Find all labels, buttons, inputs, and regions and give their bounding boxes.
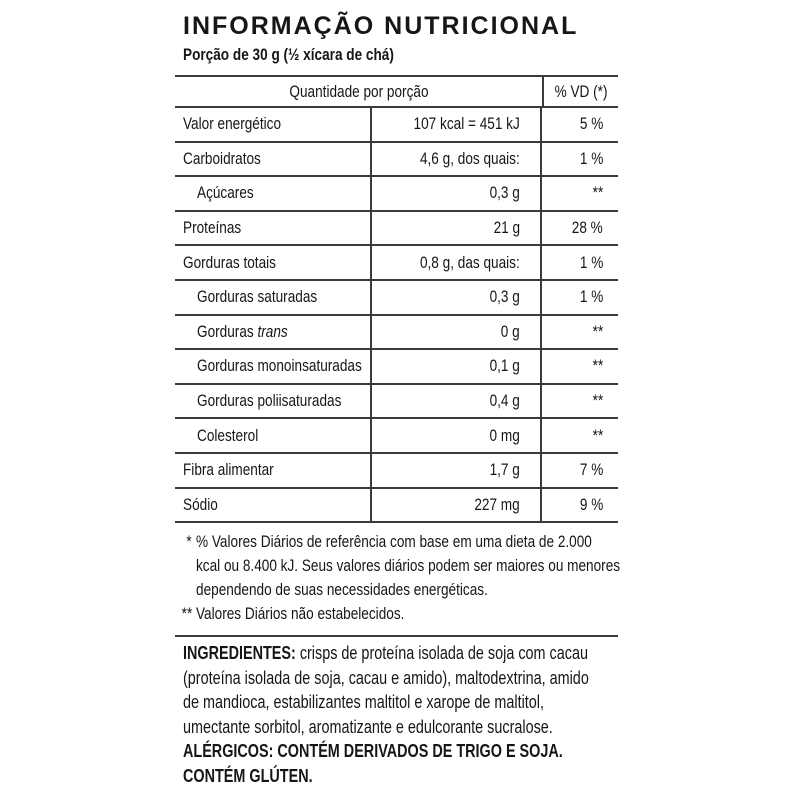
footnote-marker <box>175 602 192 626</box>
daily-value: ** <box>592 356 603 376</box>
nutrition-table <box>175 75 621 637</box>
daily-value: ** <box>592 183 603 203</box>
footnote <box>175 602 618 626</box>
quantity-value: 0 mg <box>489 425 520 445</box>
nutrient-name: Proteínas <box>183 218 242 238</box>
quantity-value: 0,1 g <box>489 356 520 376</box>
daily-value-cell <box>540 246 614 279</box>
nutrient-name: Valor energético <box>183 114 282 134</box>
footnote-text <box>196 530 726 602</box>
quantity-value: 107 kcal = 451 kJ <box>413 114 520 134</box>
table-row <box>175 177 618 212</box>
table-row <box>175 212 618 247</box>
daily-value-cell <box>540 143 614 176</box>
daily-value-cell <box>540 281 614 314</box>
daily-value: 9 % <box>579 494 603 514</box>
nutrient-name-cell <box>175 287 370 307</box>
nutrient-name: Gorduras totais <box>183 252 276 272</box>
footnote-marker <box>175 530 192 602</box>
table-row <box>175 143 618 178</box>
daily-value: 1 % <box>579 287 603 307</box>
footnote-line <box>196 554 726 578</box>
table-body <box>175 108 618 523</box>
nutrient-name-cell <box>175 114 370 134</box>
daily-value: 5 % <box>579 114 603 134</box>
allergen-line <box>183 764 690 789</box>
nutrient-name: Fibra alimentar <box>183 460 274 480</box>
nutrient-name-cell <box>175 356 370 376</box>
daily-value: 1 % <box>579 252 603 272</box>
nutrient-name-cell <box>175 495 370 515</box>
quantity-cell <box>370 212 540 245</box>
ingredients-line <box>183 690 690 715</box>
quantity-cell <box>370 419 540 452</box>
serving-size-text: Porção de 30 g (½ xícara de chá) <box>183 45 394 64</box>
nutrient-name: Gorduras trans <box>197 321 288 341</box>
daily-value: 7 % <box>579 460 603 480</box>
daily-value-cell <box>540 212 614 245</box>
daily-value-cell <box>540 316 614 349</box>
footnote-line-text: dependendo de suas necessidades energéticas. <box>196 580 488 600</box>
daily-value-cell <box>540 489 614 522</box>
header-dv-label: % VD (*) <box>554 81 608 101</box>
ingredients-line-text: (proteína isolada de soja, cacau e amido), maltodextrina, amido <box>183 667 589 688</box>
allergen-line <box>183 739 690 764</box>
quantity-cell <box>370 385 540 418</box>
serving-size <box>183 45 447 65</box>
quantity-cell <box>370 350 540 383</box>
ingredients-section <box>183 641 690 789</box>
footnote-line-text: kcal ou 8.400 kJ. Seus valores diários podem ser maiores ou menores <box>196 556 621 576</box>
daily-value: 28 % <box>572 218 603 238</box>
daily-value: ** <box>592 321 603 341</box>
nutrient-name-cell <box>175 149 370 169</box>
nutrient-name-cell <box>175 426 370 446</box>
quantity-value: 0,3 g <box>489 183 520 203</box>
quantity-cell <box>370 177 540 210</box>
footnote-marker-text: * <box>186 532 192 552</box>
ingredients-label: INGREDIENTES: <box>183 643 296 663</box>
daily-value-cell <box>540 177 614 210</box>
table-row <box>175 385 618 420</box>
table-row <box>175 316 618 351</box>
quantity-value: 0,3 g <box>489 287 520 307</box>
table-row <box>175 246 618 281</box>
nutrient-name-cell <box>175 183 370 203</box>
nutrient-name-cell <box>175 322 370 342</box>
ingredients-line-text: de mandioca, estabilizantes maltitol e xarope de maltitol, <box>183 692 544 713</box>
ingredients-line-text: umectante sorbitol, aromatizante e edulcorante sucralose. <box>183 716 553 737</box>
daily-value-cell <box>540 419 614 452</box>
table-row <box>175 281 618 316</box>
table-row <box>175 489 618 524</box>
daily-value-cell <box>540 108 614 141</box>
quantity-value: 21 g <box>493 218 520 238</box>
footnote <box>175 530 621 602</box>
nutrient-name-cell <box>175 253 370 273</box>
nutrient-name: Gorduras saturadas <box>197 287 318 307</box>
ingredients-line <box>183 666 690 691</box>
table-row <box>175 108 618 143</box>
footnote-line-text: % Valores Diários de referência com base em uma dieta de 2.000 <box>196 532 592 552</box>
footnote-line <box>196 602 457 626</box>
footnotes <box>175 523 621 637</box>
daily-value: ** <box>592 425 603 445</box>
quantity-cell <box>370 489 540 522</box>
daily-value-cell <box>540 385 614 418</box>
quantity-value: 0,4 g <box>489 391 520 411</box>
header-quantity-label: Quantidade por porção <box>288 81 429 101</box>
quantity-cell <box>370 143 540 176</box>
quantity-cell <box>370 246 540 279</box>
table-header-row <box>175 77 618 108</box>
footnote-line-text: Valores Diários não estabelecidos. <box>196 604 405 624</box>
nutrient-name: Carboidratos <box>183 148 261 168</box>
allergen-line-text: ALÉRGICOS: CONTÉM DERIVADOS DE TRIGO E SOJA. <box>183 741 563 762</box>
header-quantity-cell <box>175 82 542 102</box>
ingredients-line <box>183 641 690 666</box>
quantity-cell <box>370 281 540 314</box>
nutrient-name: Açúcares <box>197 183 254 203</box>
quantity-cell <box>370 454 540 487</box>
footnote-line <box>196 578 726 602</box>
header-dv-cell <box>542 77 618 106</box>
daily-value: 1 % <box>579 148 603 168</box>
allergen-line-text: CONTÉM GLÚTEN. <box>183 765 313 786</box>
footnote-line <box>196 530 726 554</box>
footnote-marker-text: ** <box>181 604 192 624</box>
nutrient-name-cell <box>175 460 370 480</box>
daily-value: ** <box>592 391 603 411</box>
quantity-value: 0,8 g, das quais: <box>420 252 520 272</box>
ingredients-line <box>183 715 690 740</box>
daily-value-cell <box>540 454 614 487</box>
daily-value-cell <box>540 350 614 383</box>
quantity-value: 227 mg <box>474 494 520 514</box>
quantity-value: 1,7 g <box>489 460 520 480</box>
footnote-text <box>196 602 457 626</box>
nutrient-name-italic-part: trans <box>253 321 288 341</box>
nutrient-name: Colesterol <box>197 425 259 445</box>
table-row <box>175 454 618 489</box>
table-row <box>175 350 618 385</box>
nutrient-name-cell <box>175 218 370 238</box>
table-row <box>175 419 618 454</box>
ingredients-line-text: INGREDIENTES: crisps de proteína isolada de soja com cacau <box>183 643 588 663</box>
page-title: INFORMAÇÃO NUTRICIONAL <box>183 12 579 40</box>
nutrient-name: Gorduras poliisaturadas <box>197 391 342 411</box>
quantity-value: 4,6 g, dos quais: <box>420 148 520 168</box>
nutrient-name: Gorduras monoinsaturadas <box>197 356 362 376</box>
nutrient-name-cell <box>175 391 370 411</box>
quantity-cell <box>370 108 540 141</box>
quantity-value: 0 g <box>501 321 520 341</box>
quantity-cell <box>370 316 540 349</box>
nutrient-name: Sódio <box>183 494 218 514</box>
